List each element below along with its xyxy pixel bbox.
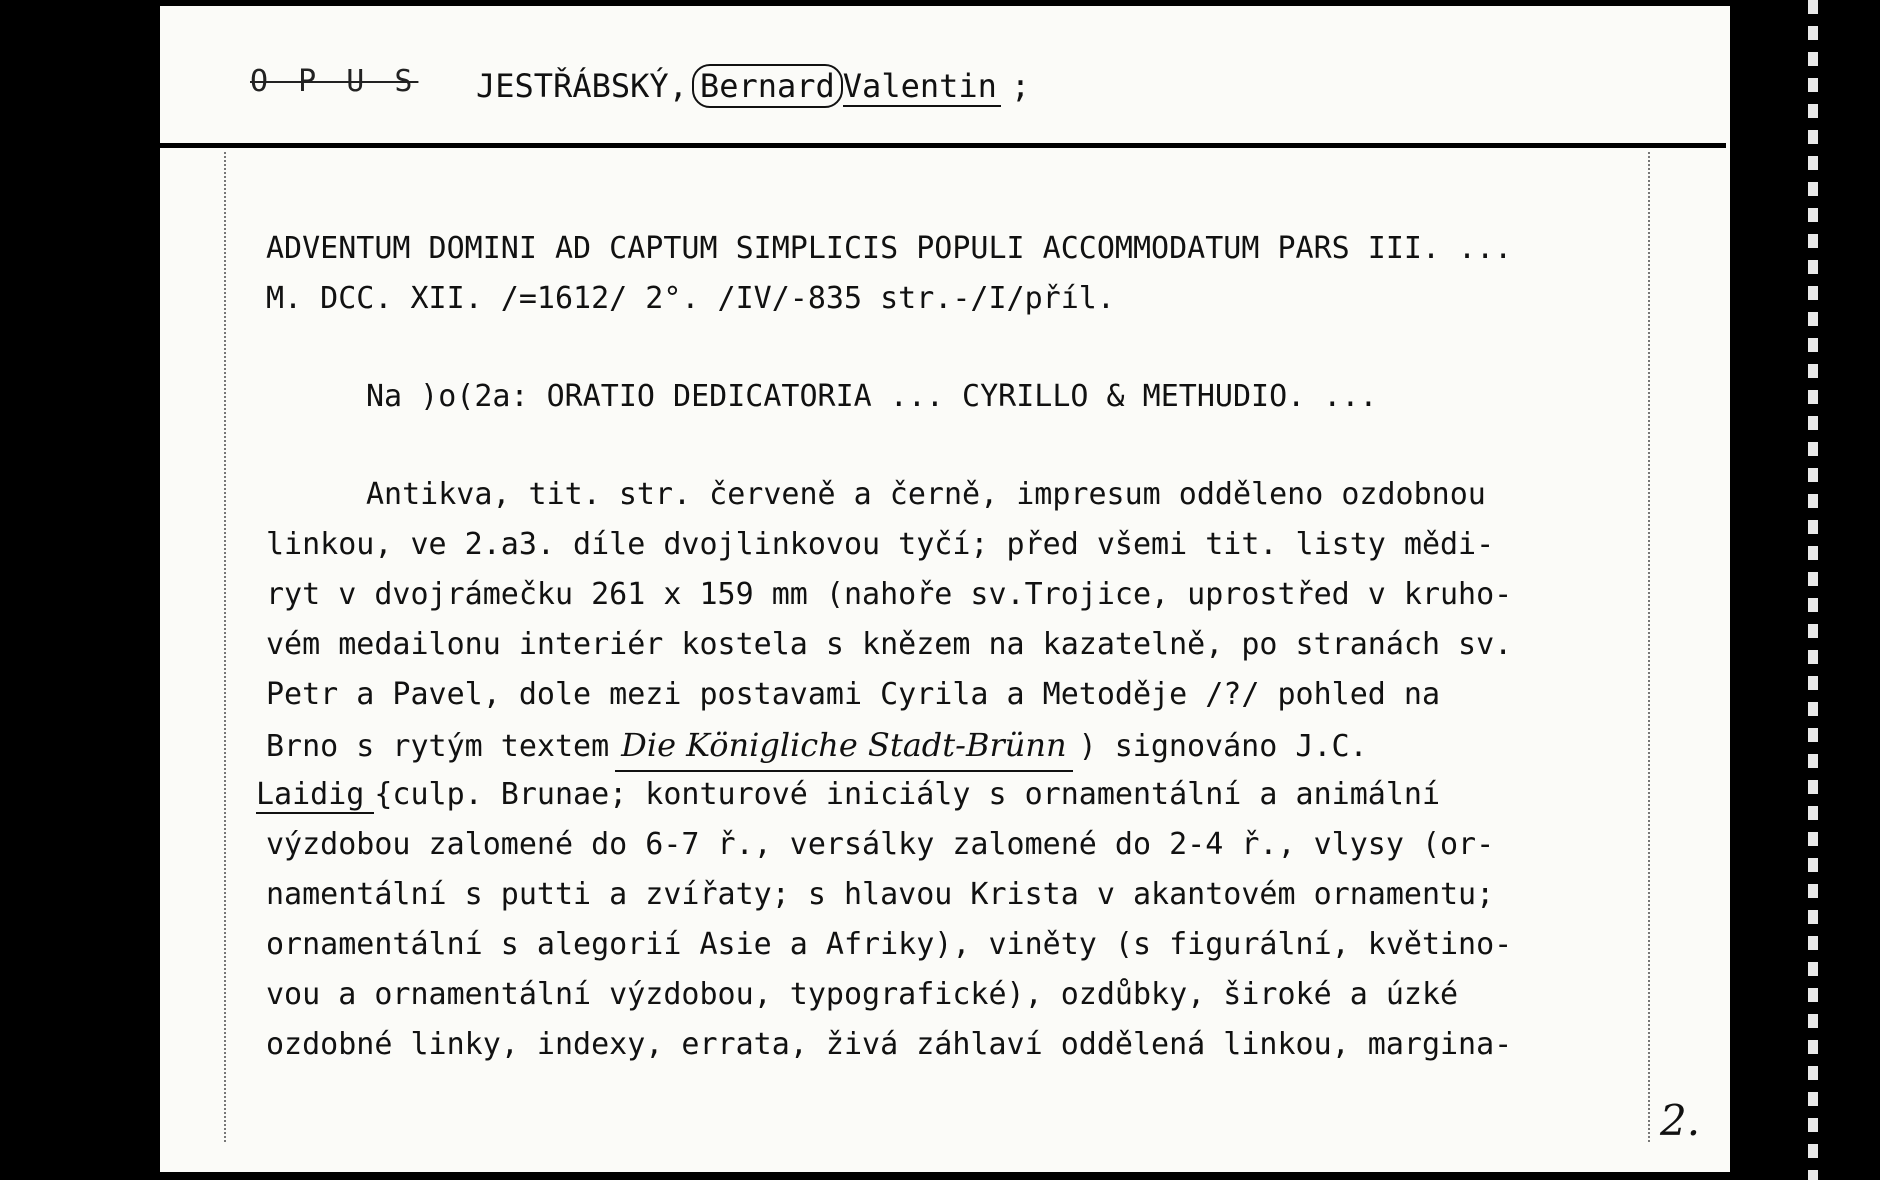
note-line: Na )o(2a: ORATIO DEDICATORIA ... CYRILLO & METHUDIO. ... (366, 379, 1378, 414)
left-margin-line (224, 152, 226, 1142)
author-given-name-2: Valentin (843, 67, 1001, 107)
film-edge-strip (1808, 0, 1818, 1180)
author-surname: JESTŘÁBSKÝ, (476, 67, 688, 105)
title-block (266, 224, 1666, 324)
card-header (160, 6, 1730, 146)
author-given-name-1: Bernard (692, 64, 843, 108)
description-line: Petr a Pavel, dole mezi postavami Cyrila a Metoděje /?/ pohled na (266, 677, 1440, 712)
title-line-2: M. DCC. XII. /=1612/ 2°. /IV/-835 str.-/I/příl. (266, 281, 1115, 316)
author-tick-mark: ; (1010, 67, 1031, 105)
description-line: linkou, ve 2.a3. díle dvojlinkovou tyčí; před všemi tit. listy mědi- (266, 527, 1495, 562)
description-line: namentální s putti a zvířaty; s hlavou Krista v akantovém ornamentu; (266, 877, 1495, 912)
description-line: ryt v dvojrámečku 261 x 159 mm (nahoře sv.Trojice, uprostřed v kruho- (266, 577, 1513, 612)
description-text: {culp. Brunae; konturové iniciály s ornamentální a animální (374, 777, 1441, 812)
description-line: vém medailonu interiér kostela s knězem na kazatelně, po stranách sv. (266, 627, 1513, 662)
author-heading (476, 64, 1030, 108)
header-rule (160, 143, 1726, 148)
title-line-1: ADVENTUM DOMINI AD CAPTUM SIMPLICIS POPULI ACCOMMODATUM PARS III. ... (266, 231, 1513, 266)
description-line-with-handwriting (256, 770, 1666, 820)
page-number-mark: 2. (1660, 1096, 1701, 1145)
struck-opus-label: O P U S (250, 64, 419, 99)
description-text: Brno s rytým textem (266, 729, 610, 764)
description-line: výzdobou zalomené do 6-7 ř., versálky zalomené do 2-4 ř., vlysy (or- (266, 827, 1495, 862)
description-line-with-handwriting (266, 720, 1666, 770)
description-line: Antikva, tit. str. červeně a černě, impresum odděleno ozdobnou (366, 477, 1486, 512)
engraver-name: Laidig (256, 777, 374, 814)
description-text: ) signováno J.C. (1078, 729, 1368, 764)
catalog-card (160, 6, 1730, 1172)
handwritten-inscription: Die Königliche Stadt-Brünn (615, 720, 1072, 772)
card-body (256, 224, 1666, 1070)
description-line: ozdobné linky, indexy, errata, živá záhlaví oddělená linkou, margina- (266, 1027, 1513, 1062)
description-line: vou a ornamentální výzdobou, typografické), ozdůbky, široké a úzké (266, 977, 1459, 1012)
dedication-note (366, 372, 1666, 422)
description-line: ornamentální s alegorií Asie a Afriky), viněty (s figurální, květino- (266, 927, 1513, 962)
description-paragraph (256, 470, 1666, 1070)
